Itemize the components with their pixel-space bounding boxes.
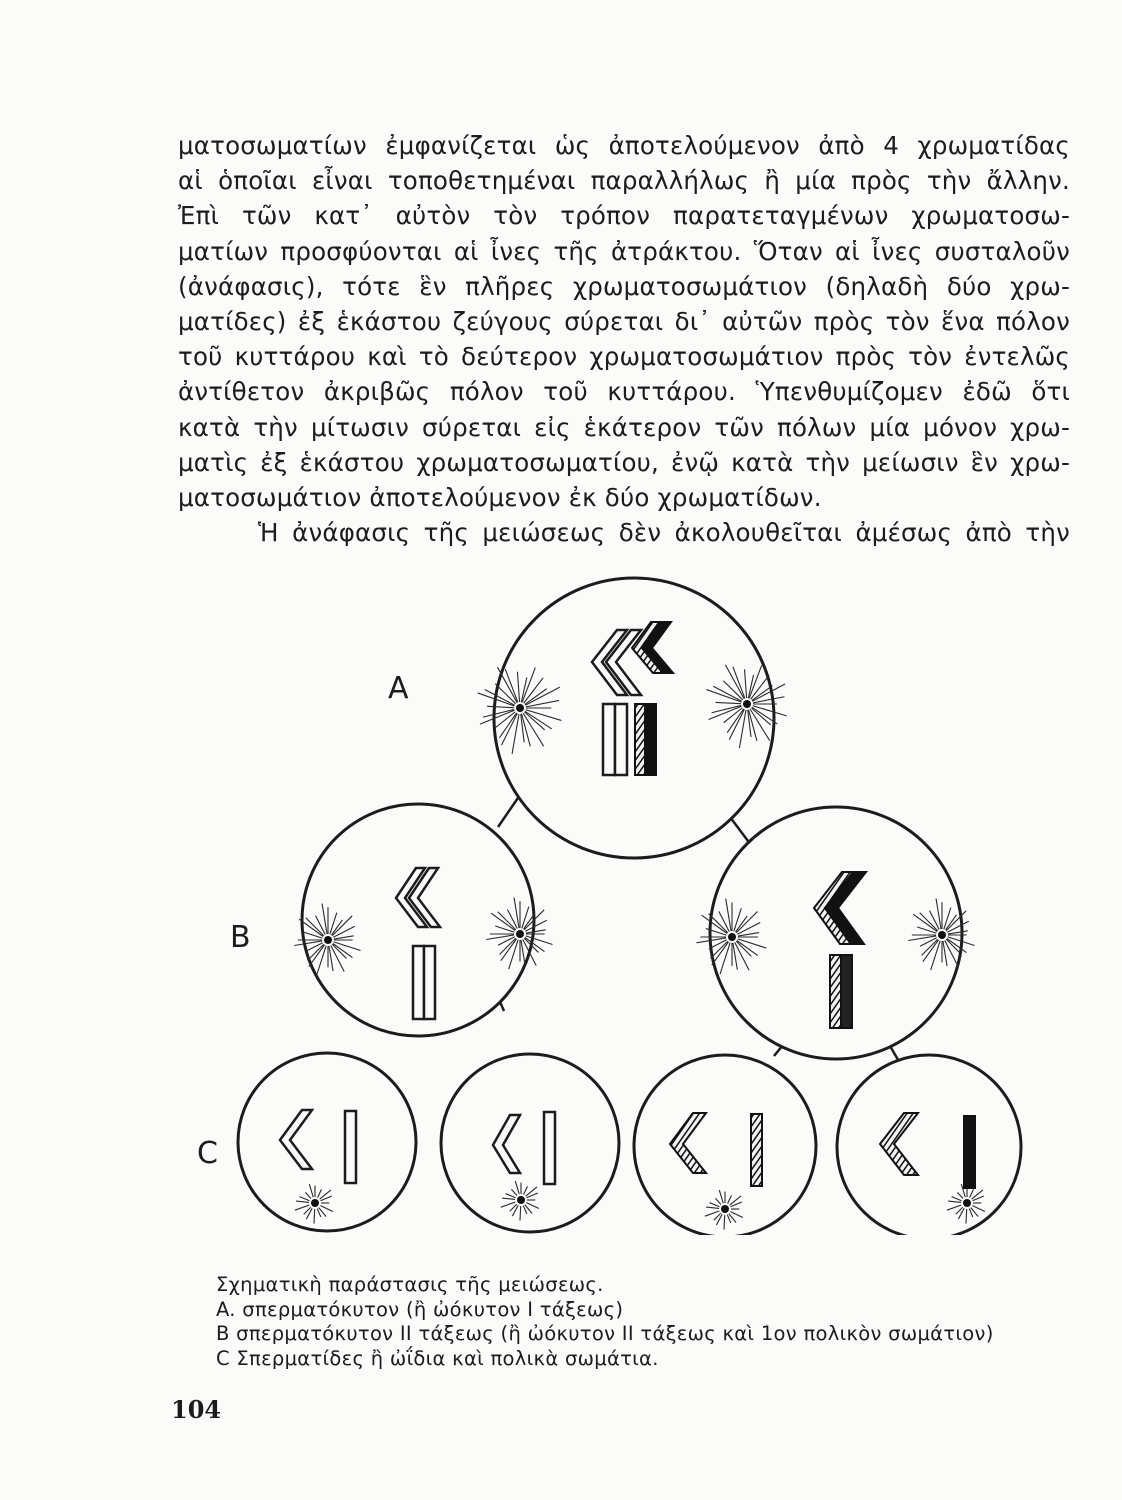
body-line-8: ἀντίθετον ἀκριβῶς πόλον τοῦ κυττάρου. Ὑπενθυμίζομεν ἐδῶ ὅτι — [178, 377, 1070, 407]
page-number: 104 — [171, 1395, 222, 1424]
centrosome-dot — [516, 704, 524, 712]
body-line-12: Ἡ ἀνάφασις τῆς μειώσεως δὲν ἀκολουθεῖται ἀμέσως ἀπὸ τὴν — [258, 518, 1070, 548]
rod-c-1 — [345, 1111, 356, 1183]
chromatid-a-rod-white-2 — [615, 704, 627, 775]
centrosome-dot — [938, 931, 946, 939]
body-line-1: ματοσωματίων ἐμφανίζεται ὡς ἀποτελούμενον ἀπὸ 4 χρωματίδας — [178, 131, 1070, 160]
cell-c-3 — [634, 1055, 816, 1235]
label-b: B — [230, 920, 251, 955]
body-line-2: αἱ ὁποῖαι εἶναι τοποθετημέναι παραλλήλως ἢ μία πρὸς τὴν ἄλλην. — [178, 166, 1070, 196]
body-line-10: ματὶς ἐξ ἑκάστου χρωματοσωματίου, ἐνῷ κατὰ τὴν μείωσιν ἓν χρω- — [178, 447, 1070, 477]
centrosome-dot — [517, 1196, 525, 1204]
aster-ray — [724, 1215, 725, 1230]
body-line-11: ματοσωμάτιον ἀποτελούμενον ἐκ δύο χρωματίδων. — [178, 483, 822, 513]
caption-line-b: B σπερματόκυτον II τάξεως (ἢ ὠόκυτον II τάξεως καὶ 1ον πολικὸν σωμάτιον) — [216, 1322, 994, 1345]
cell-c-1 — [238, 1053, 416, 1231]
rod-b-left-1 — [413, 946, 424, 1019]
centrosome-dot — [743, 700, 751, 708]
centrosome-dot — [728, 933, 736, 941]
cell-c-2 — [441, 1054, 619, 1232]
centrosome-dot — [721, 1205, 729, 1213]
body-line-5: (ἀνάφασις), τότε ἓν πλῆρες χρωματοσωμάτιον (δηλαδὴ δύο χρω- — [178, 271, 1070, 301]
chromatid-a-rod-white-1 — [603, 704, 615, 775]
caption-line-a: A. σπερματόκυτον (ἢ ὠόκυτον I τάξεως) — [216, 1297, 624, 1321]
cell-c-4 — [837, 1055, 1021, 1235]
meiosis-diagram — [180, 555, 1080, 1235]
caption-line-c: C Σπερματίδες ἢ ὠΐδια καὶ πολικὰ σωμάτια. — [216, 1346, 659, 1370]
aster-ray — [520, 1206, 521, 1221]
centrosome-dot — [963, 1199, 971, 1207]
label-c: C — [197, 1136, 218, 1171]
caption-title: Σχηματικὴ παράστασις τῆς μειώσεως. — [216, 1273, 604, 1296]
rod-b-right-1 — [830, 955, 841, 1028]
figure-caption — [216, 1273, 1086, 1371]
rod-b-left-2 — [424, 946, 435, 1019]
body-text — [178, 128, 1070, 550]
cell-b-left — [294, 804, 552, 1036]
centrosome-dot — [324, 936, 332, 944]
label-a: A — [388, 671, 409, 706]
cell-b-right — [696, 807, 974, 1059]
body-line-7: τοῦ κυττάρου καὶ τὸ δεύτερον χρωματοσωμάτιον πρὸς τὸν ἐντελῶς — [178, 342, 1070, 372]
centrosome-dot — [311, 1199, 319, 1207]
rod-c-2 — [544, 1112, 555, 1184]
chromatid-a-rod-dark-2 — [645, 704, 656, 775]
rod-c-4 — [964, 1116, 975, 1188]
aster-ray — [966, 1209, 967, 1224]
body-line-9: κατὰ τὴν μίτωσιν σύρεται εἰς ἑκάτερον τῶν πόλων μία μόνον χρω- — [178, 412, 1070, 442]
aster-ray — [314, 1209, 315, 1224]
centrosome-dot — [516, 930, 524, 938]
chromatid-a-rod-dark-1 — [635, 704, 645, 775]
cell-a — [478, 578, 787, 858]
body-line-3: Ἐπὶ τῶν κατ᾽ αὐτὸν τὸν τρόπον παρατεταγμένων χρωματοσω- — [178, 201, 1070, 231]
rod-c-3 — [751, 1114, 762, 1186]
rod-b-right-2 — [841, 955, 852, 1028]
body-line-6: ματίδες) ἐξ ἑκάστου ζεύγους σύρεται δι᾽ αὐτῶν πρὸς τὸν ἕνα πόλον — [178, 307, 1070, 337]
body-line-4: ματίων προσφύονται αἱ ἶνες τῆς ἀτράκτου. Ὅταν αἱ ἶνες συσταλοῦν — [178, 236, 1070, 266]
meiosis-figure — [180, 555, 1080, 1235]
